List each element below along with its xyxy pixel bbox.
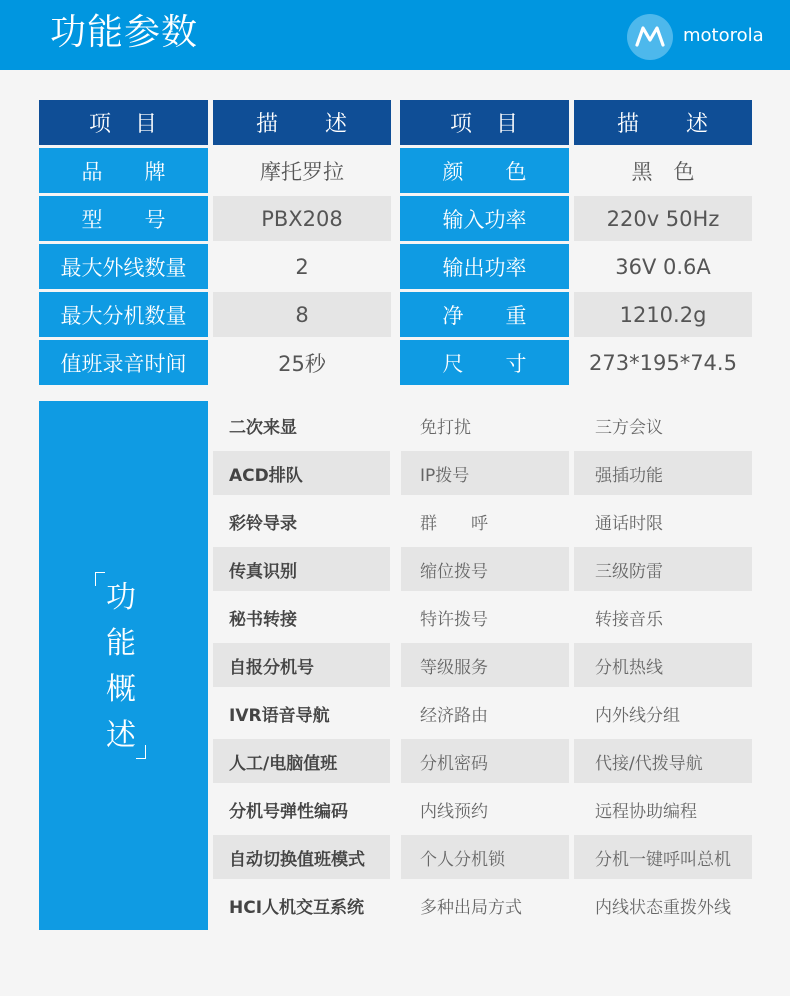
spec-label: 输入功率	[400, 196, 569, 241]
feature-item: 强插功能	[574, 451, 752, 495]
feature-row	[213, 451, 752, 495]
feature-item: 三级防雷	[574, 547, 752, 591]
feature-item: 内线状态重拨外线	[595, 897, 731, 918]
spec-value: 1210.2g	[574, 292, 752, 337]
feature-item: 自动切换值班模式	[213, 835, 390, 879]
spec-label: 最大外线数量	[39, 244, 208, 289]
feature-item: 个人分机锁	[401, 835, 569, 879]
feature-item: 多种出局方式	[420, 897, 522, 918]
feature-item: 内线预约	[420, 801, 488, 822]
feature-item: 代接/代拨导航	[574, 739, 752, 783]
feature-item: 自报分机号	[213, 643, 390, 687]
feature-row	[213, 691, 752, 735]
feature-item: HCI人机交互系统	[229, 897, 365, 918]
feature-row	[213, 499, 752, 543]
feature-item: 分机密码	[401, 739, 569, 783]
page-header	[0, 0, 790, 70]
spec-label: 最大分机数量	[39, 292, 208, 337]
brand-name: motorola	[683, 25, 764, 46]
spec-value: PBX208	[213, 196, 391, 241]
features-title-char: 述	[106, 718, 136, 753]
feature-item: 分机一键呼叫总机	[574, 835, 752, 879]
feature-item: 转接音乐	[595, 609, 663, 630]
feature-item: 彩铃导录	[229, 513, 297, 534]
spec-label: 型 号	[39, 196, 208, 241]
feature-item: 二次来显	[229, 417, 297, 438]
spec-label: 输出功率	[400, 244, 569, 289]
spec-value: 220v 50Hz	[574, 196, 752, 241]
feature-item: 通话时限	[595, 513, 663, 534]
feature-item: 传真识别	[213, 547, 390, 591]
feature-item: 等级服务	[401, 643, 569, 687]
feature-row	[213, 739, 752, 783]
spec-value: 黑 色	[574, 148, 752, 193]
feature-item: 免打扰	[420, 417, 471, 438]
feature-item: 内外线分组	[595, 705, 680, 726]
spec-value: 2	[213, 244, 391, 289]
features-title-panel	[39, 401, 208, 930]
feature-item: 群 呼	[420, 513, 488, 534]
motorola-m-logo-icon	[627, 14, 673, 60]
bracket-decoration	[136, 745, 146, 759]
feature-item: 秘书转接	[229, 609, 297, 630]
spec-header-description: 描 述	[574, 100, 752, 145]
features-title-char: 能	[106, 626, 136, 661]
feature-item: IP拨号	[401, 451, 569, 495]
spec-header-description: 描 述	[213, 100, 391, 145]
spec-value: 36V 0.6A	[574, 244, 752, 289]
features-title-char: 概	[106, 672, 136, 707]
feature-item: IVR语音导航	[229, 705, 330, 726]
feature-row	[213, 835, 752, 879]
spec-value: 25秒	[213, 340, 391, 385]
feature-row	[213, 547, 752, 591]
spec-value: 8	[213, 292, 391, 337]
feature-item: 经济路由	[420, 705, 488, 726]
feature-item: ACD排队	[213, 451, 390, 495]
feature-row	[213, 643, 752, 687]
spec-value: 273*195*74.5	[574, 340, 752, 385]
feature-item: 远程协助编程	[595, 801, 697, 822]
feature-row	[213, 883, 752, 927]
features-title-char: 功	[106, 580, 136, 615]
spec-label: 净 重	[400, 292, 569, 337]
feature-row	[213, 595, 752, 639]
feature-item: 分机热线	[574, 643, 752, 687]
spec-label: 品 牌	[39, 148, 208, 193]
feature-item: 特许拨号	[420, 609, 488, 630]
feature-row	[213, 403, 752, 447]
bracket-decoration	[95, 572, 105, 586]
spec-value: 摩托罗拉	[213, 148, 391, 193]
spec-label: 颜 色	[400, 148, 569, 193]
spec-label: 尺 寸	[400, 340, 569, 385]
feature-item: 三方会议	[595, 417, 663, 438]
spec-label: 值班录音时间	[39, 340, 208, 385]
page-title: 功能参数	[50, 12, 199, 53]
spec-header-item: 项 目	[400, 100, 569, 145]
spec-header-item: 项 目	[39, 100, 208, 145]
feature-item: 分机号弹性编码	[229, 801, 348, 822]
feature-row	[213, 787, 752, 831]
feature-item: 缩位拨号	[401, 547, 569, 591]
feature-item: 人工/电脑值班	[213, 739, 390, 783]
